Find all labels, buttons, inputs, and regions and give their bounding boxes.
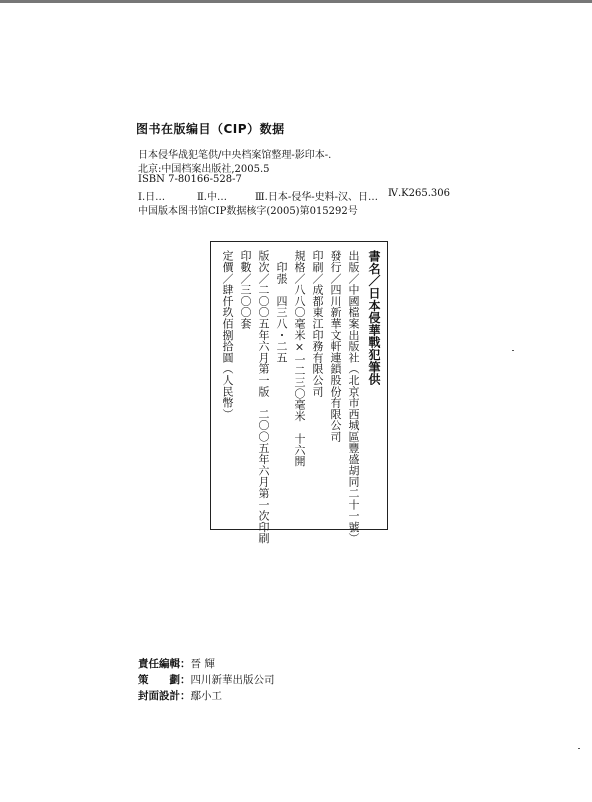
colophon-sheets: 印張 四三八・二五 <box>275 250 288 363</box>
credit-editor-value: 晉 輝 <box>190 658 215 670</box>
credit-planner-label: 策 劃： <box>138 674 191 686</box>
credit-cover-label: 封面設計： <box>138 690 191 702</box>
colophon-distributor: 發行／四川新華文軒連鎖股份有限公司 <box>329 250 342 443</box>
scan-speck <box>512 350 514 351</box>
cip-class-2: Ⅱ.中… <box>197 192 227 203</box>
cip-title-line: 日本侵华战犯笔供/中央档案馆整理-影印本-. <box>138 150 332 161</box>
colophon-box <box>210 241 388 544</box>
colophon-print-run: 印數／三〇〇套 <box>239 250 252 330</box>
colophon-edition: 版次／二〇〇五年六月第一版 二〇〇五年六月第一次印刷 <box>257 250 270 544</box>
credit-planner <box>138 672 275 687</box>
colophon-format: 規格／八八〇毫米×一二三〇毫米 十六開 <box>293 250 306 467</box>
cip-publisher-line: 北京:中国档案出版社,2005.5 <box>138 164 270 175</box>
credit-editor-label: 責任編輯： <box>138 658 191 670</box>
credit-cover <box>138 688 222 703</box>
colophon-printer: 印刷／成都東江印務有限公司 <box>311 250 324 397</box>
cip-heading: 图书在版编目（CIP）数据 <box>136 122 285 136</box>
cip-class-1: Ⅰ.日… <box>138 192 166 203</box>
credit-cover-value: 鄢小工 <box>190 690 222 702</box>
cip-isbn: ISBN 7-80166-528-7 <box>138 174 242 185</box>
colophon-publisher: 出版／中國檔案出版社（北京市西城區豐盛胡同二十一號） <box>347 250 360 544</box>
credit-planner-value: 四川新華出版公司 <box>190 674 275 686</box>
scan-speck <box>578 748 580 749</box>
cip-class-4: Ⅳ.K265.306 <box>388 188 450 199</box>
cip-record-number: 中国版本图书馆CIP数据核字(2005)第015292号 <box>138 206 358 217</box>
colophon-price: 定價／肆仟玖佰捌拾圓（人民幣） <box>221 250 234 420</box>
cip-classification-row <box>138 188 458 202</box>
colophon-book-title: 書名／日本侵華戰犯筆供 <box>367 250 381 386</box>
cip-class-3: Ⅲ.日本-侵华-史料-汉、日… <box>255 192 378 203</box>
top-border-line <box>0 0 592 3</box>
credit-editor <box>138 656 215 671</box>
